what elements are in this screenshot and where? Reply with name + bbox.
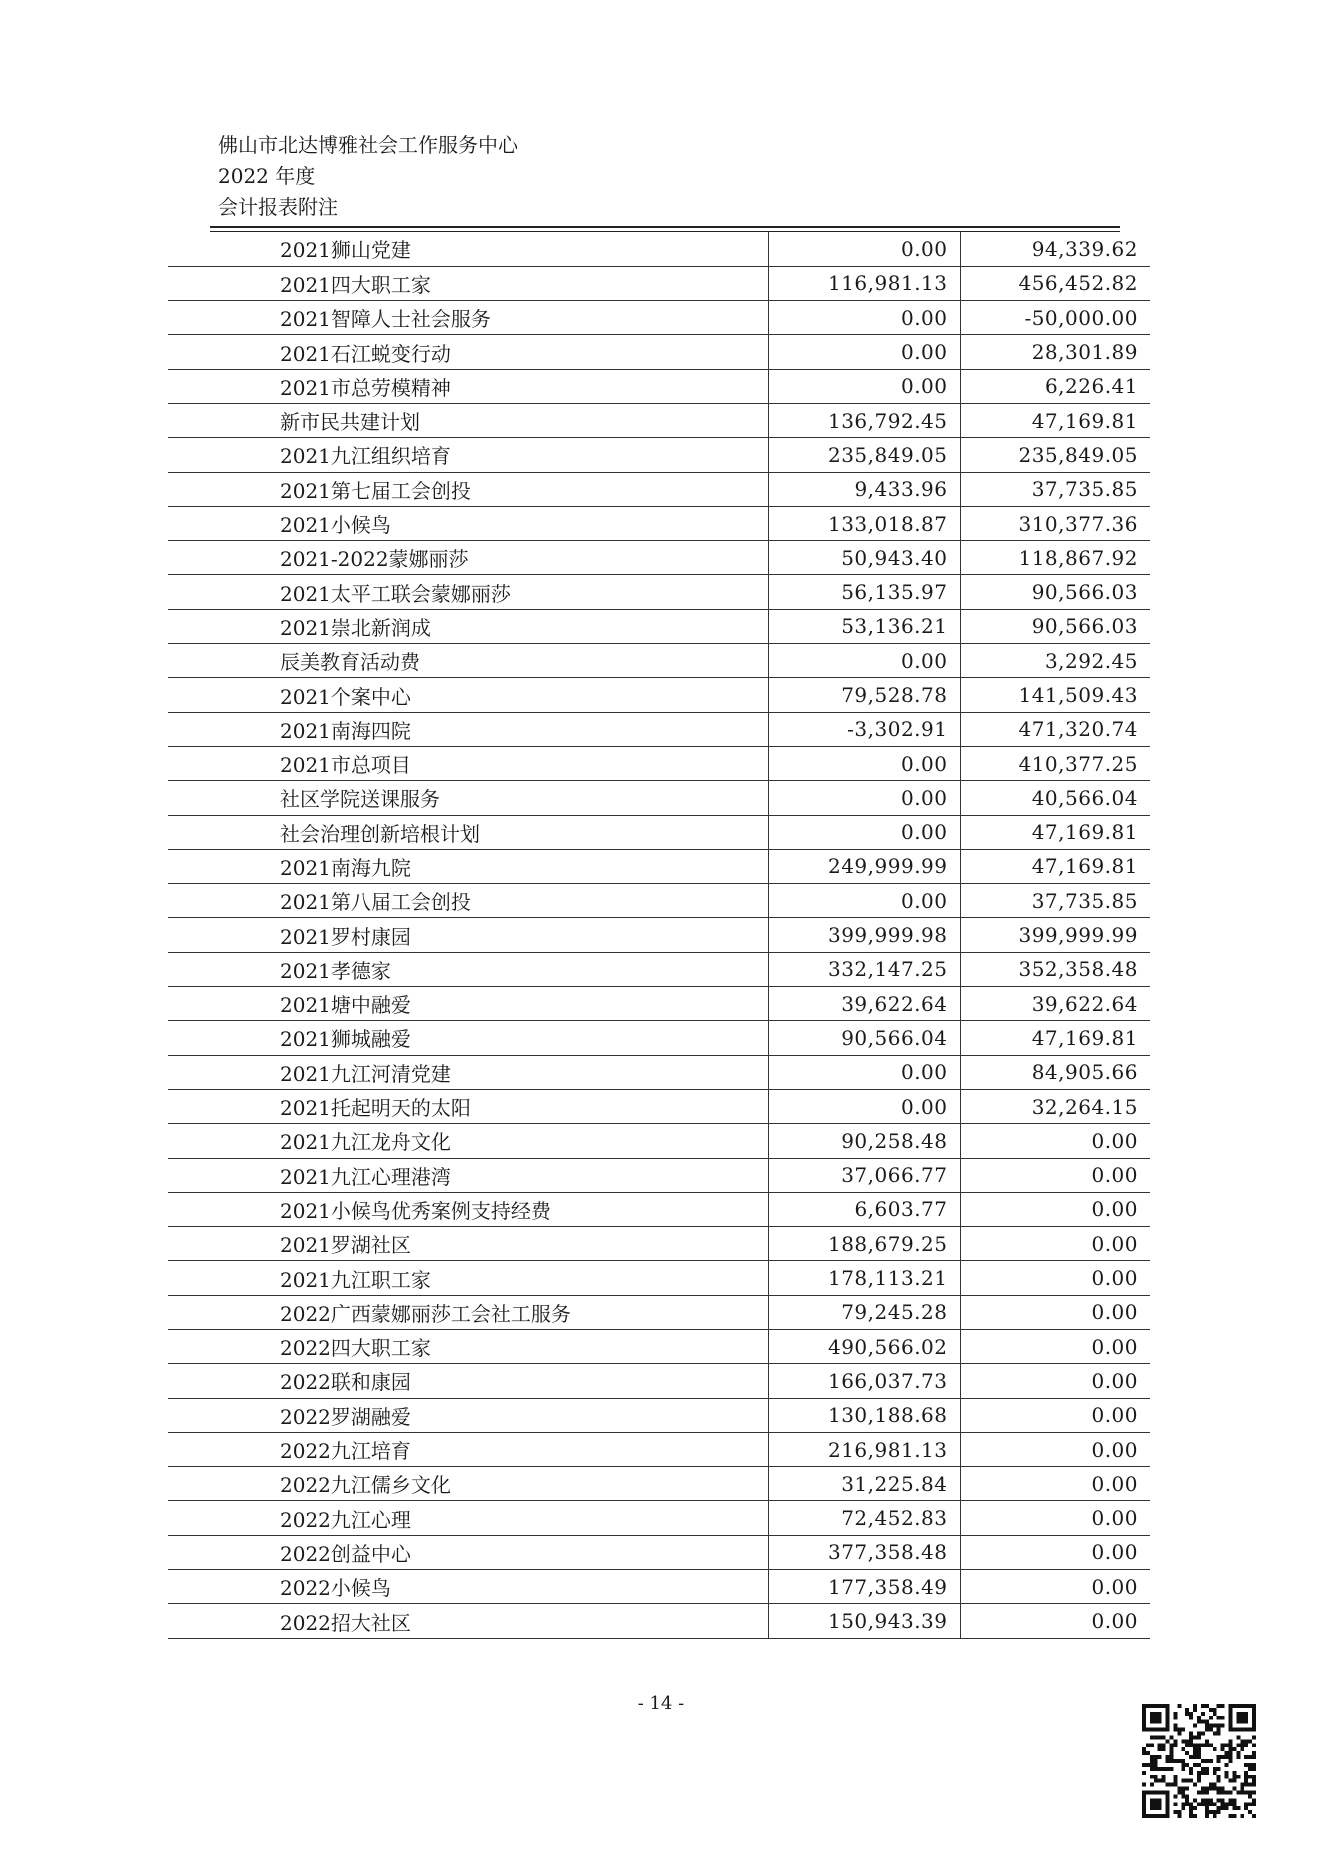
current-amount-cell: 235,849.05: [768, 438, 960, 472]
item-name-cell: 2021个案中心: [168, 678, 768, 712]
document-title: 会计报表附注: [218, 195, 338, 219]
table-row: [168, 1570, 1150, 1604]
item-name-cell: 2021九江心理港湾: [168, 1158, 768, 1192]
item-name-cell: 2021市总项目: [168, 746, 768, 780]
current-amount-cell: 79,528.78: [768, 678, 960, 712]
item-name-cell: 辰美教育活动费: [168, 644, 768, 678]
item-name-cell: 2021孝德家: [168, 952, 768, 986]
current-amount-cell: 0.00: [768, 301, 960, 335]
previous-amount-cell: 141,509.43: [960, 678, 1150, 712]
item-name-cell: 2022联和康园: [168, 1364, 768, 1398]
item-name-cell: 2021第七届工会创投: [168, 472, 768, 506]
item-name-cell: 2021智障人士社会服务: [168, 301, 768, 335]
table-row: [168, 266, 1150, 300]
previous-amount-cell: 310,377.36: [960, 506, 1150, 540]
item-name-cell: 2021小候鸟优秀案例支持经费: [168, 1192, 768, 1226]
item-name-cell: 2021九江河清党建: [168, 1055, 768, 1089]
table-row: [168, 335, 1150, 369]
item-name-cell: 2021太平工联会蒙娜丽莎: [168, 575, 768, 609]
current-amount-cell: 166,037.73: [768, 1364, 960, 1398]
current-amount-cell: 9,433.96: [768, 472, 960, 506]
current-amount-cell: 249,999.99: [768, 849, 960, 883]
table-row: [168, 1261, 1150, 1295]
current-amount-cell: 0.00: [768, 644, 960, 678]
item-name-cell: 2022广西蒙娜丽莎工会社工服务: [168, 1295, 768, 1329]
previous-amount-cell: -50,000.00: [960, 301, 1150, 335]
current-amount-cell: 0.00: [768, 232, 960, 266]
table-row: [168, 849, 1150, 883]
table-row: [168, 506, 1150, 540]
current-amount-cell: 177,358.49: [768, 1570, 960, 1604]
previous-amount-cell: 0.00: [960, 1501, 1150, 1535]
table-row: [168, 301, 1150, 335]
table-row: [168, 644, 1150, 678]
previous-amount-cell: 410,377.25: [960, 746, 1150, 780]
current-amount-cell: 0.00: [768, 781, 960, 815]
table-row: [168, 1192, 1150, 1226]
previous-amount-cell: 118,867.92: [960, 541, 1150, 575]
table-row: [168, 1158, 1150, 1192]
previous-amount-cell: 40,566.04: [960, 781, 1150, 815]
current-amount-cell: 90,566.04: [768, 1021, 960, 1055]
item-name-cell: 2022九江心理: [168, 1501, 768, 1535]
current-amount-cell: 216,981.13: [768, 1432, 960, 1466]
previous-amount-cell: 28,301.89: [960, 335, 1150, 369]
table-row: [168, 1295, 1150, 1329]
previous-amount-cell: 0.00: [960, 1192, 1150, 1226]
previous-amount-cell: 0.00: [960, 1364, 1150, 1398]
item-name-cell: 社区学院送课服务: [168, 781, 768, 815]
previous-amount-cell: 37,735.85: [960, 472, 1150, 506]
qr-code: [1142, 1704, 1256, 1818]
item-name-cell: 2021狮城融爱: [168, 1021, 768, 1055]
previous-amount-cell: 0.00: [960, 1158, 1150, 1192]
table-row: [168, 1398, 1150, 1432]
table-row: [168, 369, 1150, 403]
current-amount-cell: 133,018.87: [768, 506, 960, 540]
table-row: [168, 1604, 1150, 1638]
item-name-cell: 2021托起明天的太阳: [168, 1089, 768, 1123]
current-amount-cell: 37,066.77: [768, 1158, 960, 1192]
table-row: [168, 815, 1150, 849]
current-amount-cell: 136,792.45: [768, 403, 960, 437]
item-name-cell: 2021石江蜕变行动: [168, 335, 768, 369]
item-name-cell: 2021狮山党建: [168, 232, 768, 266]
previous-amount-cell: 352,358.48: [960, 952, 1150, 986]
item-name-cell: 2022招大社区: [168, 1604, 768, 1638]
previous-amount-cell: 0.00: [960, 1227, 1150, 1261]
table-row: [168, 1089, 1150, 1123]
current-amount-cell: -3,302.91: [768, 712, 960, 746]
previous-amount-cell: 47,169.81: [960, 815, 1150, 849]
previous-amount-cell: 39,622.64: [960, 987, 1150, 1021]
table-row: [168, 403, 1150, 437]
table-row: [168, 1124, 1150, 1158]
current-amount-cell: 0.00: [768, 746, 960, 780]
item-name-cell: 新市民共建计划: [168, 403, 768, 437]
item-name-cell: 2022罗湖融爱: [168, 1398, 768, 1432]
table-row: [168, 438, 1150, 472]
previous-amount-cell: 32,264.15: [960, 1089, 1150, 1123]
table-row: [168, 1021, 1150, 1055]
header-rule-thick: [210, 226, 1120, 228]
current-amount-cell: 399,999.98: [768, 918, 960, 952]
current-amount-cell: 6,603.77: [768, 1192, 960, 1226]
previous-amount-cell: 47,169.81: [960, 849, 1150, 883]
previous-amount-cell: 0.00: [960, 1570, 1150, 1604]
previous-amount-cell: 47,169.81: [960, 403, 1150, 437]
current-amount-cell: 332,147.25: [768, 952, 960, 986]
previous-amount-cell: 94,339.62: [960, 232, 1150, 266]
previous-amount-cell: 399,999.99: [960, 918, 1150, 952]
previous-amount-cell: 0.00: [960, 1467, 1150, 1501]
previous-amount-cell: 0.00: [960, 1604, 1150, 1638]
item-name-cell: 2021市总劳模精神: [168, 369, 768, 403]
previous-amount-cell: 0.00: [960, 1535, 1150, 1569]
previous-amount-cell: 0.00: [960, 1124, 1150, 1158]
current-amount-cell: 0.00: [768, 335, 960, 369]
previous-amount-cell: 0.00: [960, 1261, 1150, 1295]
current-amount-cell: 53,136.21: [768, 609, 960, 643]
previous-amount-cell: 0.00: [960, 1330, 1150, 1364]
item-name-cell: 2022九江培育: [168, 1432, 768, 1466]
previous-amount-cell: 0.00: [960, 1432, 1150, 1466]
table-row: [168, 609, 1150, 643]
item-name-cell: 2021罗村康园: [168, 918, 768, 952]
table-row: [168, 918, 1150, 952]
previous-amount-cell: 84,905.66: [960, 1055, 1150, 1089]
previous-amount-cell: 90,566.03: [960, 575, 1150, 609]
current-amount-cell: 0.00: [768, 369, 960, 403]
current-amount-cell: 31,225.84: [768, 1467, 960, 1501]
current-amount-cell: 490,566.02: [768, 1330, 960, 1364]
table-row: [168, 1535, 1150, 1569]
item-name-cell: 2021九江龙舟文化: [168, 1124, 768, 1158]
table-row: [168, 1055, 1150, 1089]
table-row: [168, 884, 1150, 918]
current-amount-cell: 50,943.40: [768, 541, 960, 575]
current-amount-cell: 116,981.13: [768, 266, 960, 300]
previous-amount-cell: 47,169.81: [960, 1021, 1150, 1055]
item-name-cell: 2022创益中心: [168, 1535, 768, 1569]
current-amount-cell: 188,679.25: [768, 1227, 960, 1261]
item-name-cell: 2022小候鸟: [168, 1570, 768, 1604]
previous-amount-cell: 456,452.82: [960, 266, 1150, 300]
previous-amount-cell: 90,566.03: [960, 609, 1150, 643]
current-amount-cell: 0.00: [768, 1055, 960, 1089]
item-name-cell: 2021-2022蒙娜丽莎: [168, 541, 768, 575]
current-amount-cell: 130,188.68: [768, 1398, 960, 1432]
ledger-body: [168, 232, 1150, 1638]
item-name-cell: 2021塘中融爱: [168, 987, 768, 1021]
table-row: [168, 472, 1150, 506]
table-row: [168, 987, 1150, 1021]
previous-amount-cell: 235,849.05: [960, 438, 1150, 472]
item-name-cell: 2021四大职工家: [168, 266, 768, 300]
current-amount-cell: 0.00: [768, 1089, 960, 1123]
item-name-cell: 2021南海九院: [168, 849, 768, 883]
item-name-cell: 2022九江儒乡文化: [168, 1467, 768, 1501]
ledger-table: [168, 232, 1150, 1639]
item-name-cell: 2022四大职工家: [168, 1330, 768, 1364]
item-name-cell: 社会治理创新培根计划: [168, 815, 768, 849]
item-name-cell: 2021罗湖社区: [168, 1227, 768, 1261]
table-row: [168, 1501, 1150, 1535]
table-row: [168, 1364, 1150, 1398]
current-amount-cell: 90,258.48: [768, 1124, 960, 1158]
previous-amount-cell: 37,735.85: [960, 884, 1150, 918]
table-row: [168, 712, 1150, 746]
organization-name: 佛山市北达博雅社会工作服务中心: [218, 133, 518, 157]
item-name-cell: 2021第八届工会创投: [168, 884, 768, 918]
current-amount-cell: 39,622.64: [768, 987, 960, 1021]
table-row: [168, 952, 1150, 986]
current-amount-cell: 178,113.21: [768, 1261, 960, 1295]
item-name-cell: 2021南海四院: [168, 712, 768, 746]
table-row: [168, 232, 1150, 266]
table-row: [168, 781, 1150, 815]
table-row: [168, 678, 1150, 712]
current-amount-cell: 150,943.39: [768, 1604, 960, 1638]
current-amount-cell: 56,135.97: [768, 575, 960, 609]
current-amount-cell: 377,358.48: [768, 1535, 960, 1569]
table-row: [168, 541, 1150, 575]
previous-amount-cell: 471,320.74: [960, 712, 1150, 746]
current-amount-cell: 79,245.28: [768, 1295, 960, 1329]
table-row: [168, 1227, 1150, 1261]
table-row: [168, 1330, 1150, 1364]
table-row: [168, 575, 1150, 609]
current-amount-cell: 72,452.83: [768, 1501, 960, 1535]
item-name-cell: 2021小候鸟: [168, 506, 768, 540]
item-name-cell: 2021崇北新润成: [168, 609, 768, 643]
page-number: - 14 -: [637, 1693, 685, 1714]
report-year: 2022 年度: [218, 164, 316, 188]
item-name-cell: 2021九江组织培育: [168, 438, 768, 472]
document-header: [218, 130, 518, 223]
table-row: [168, 1467, 1150, 1501]
previous-amount-cell: 3,292.45: [960, 644, 1150, 678]
table-row: [168, 746, 1150, 780]
table-row: [168, 1432, 1150, 1466]
previous-amount-cell: 6,226.41: [960, 369, 1150, 403]
item-name-cell: 2021九江职工家: [168, 1261, 768, 1295]
current-amount-cell: 0.00: [768, 815, 960, 849]
previous-amount-cell: 0.00: [960, 1398, 1150, 1432]
previous-amount-cell: 0.00: [960, 1295, 1150, 1329]
current-amount-cell: 0.00: [768, 884, 960, 918]
